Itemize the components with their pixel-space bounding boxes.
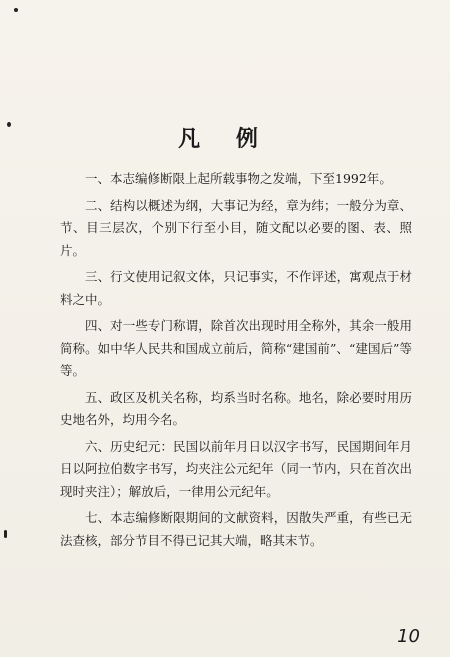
page-number: 10 xyxy=(397,626,420,647)
scan-speck xyxy=(4,530,7,538)
guideline-item: 七、本志编修断限期间的文献资料，因散失严重，有些已无法查核，部分节目不得已记其大端，略其末节。 xyxy=(60,510,412,548)
guideline-item: 一、本志编修断限上起所载事物之发端，下至1992年。 xyxy=(85,171,392,186)
guideline-item: 四、对一些专门称谓，除首次出现时用全称外，其余一般用简称。如中华人民共和国成立前后，简称“建国前”、“建国后”等等。 xyxy=(60,318,412,378)
guideline-item: 五、政区及机关名称，均系当时名称。地名，除必要时用历史地名外，均用今名。 xyxy=(60,389,412,427)
guideline-item: 三、行文使用记叙文体，只记事实，不作评述，寓观点于材料之中。 xyxy=(60,269,412,307)
guideline-item: 六、历史纪元：民国以前年月日以汉字书写，民国期间年月日以阿拉伯数字书写，均夹注公元纪年（同一节内，只在首次出现时夹注）；解放后，一律用公元纪年。 xyxy=(60,438,412,499)
guidelines-body xyxy=(60,168,412,556)
guideline-item: 二、结构以概述为纲，大事记为经，章为纬；一般分为章、节、目三层次，个别下行至小目，随文配以必要的图、表、照片。 xyxy=(60,197,412,258)
scan-speck xyxy=(14,8,18,12)
page-title: 凡 例 xyxy=(178,126,272,152)
